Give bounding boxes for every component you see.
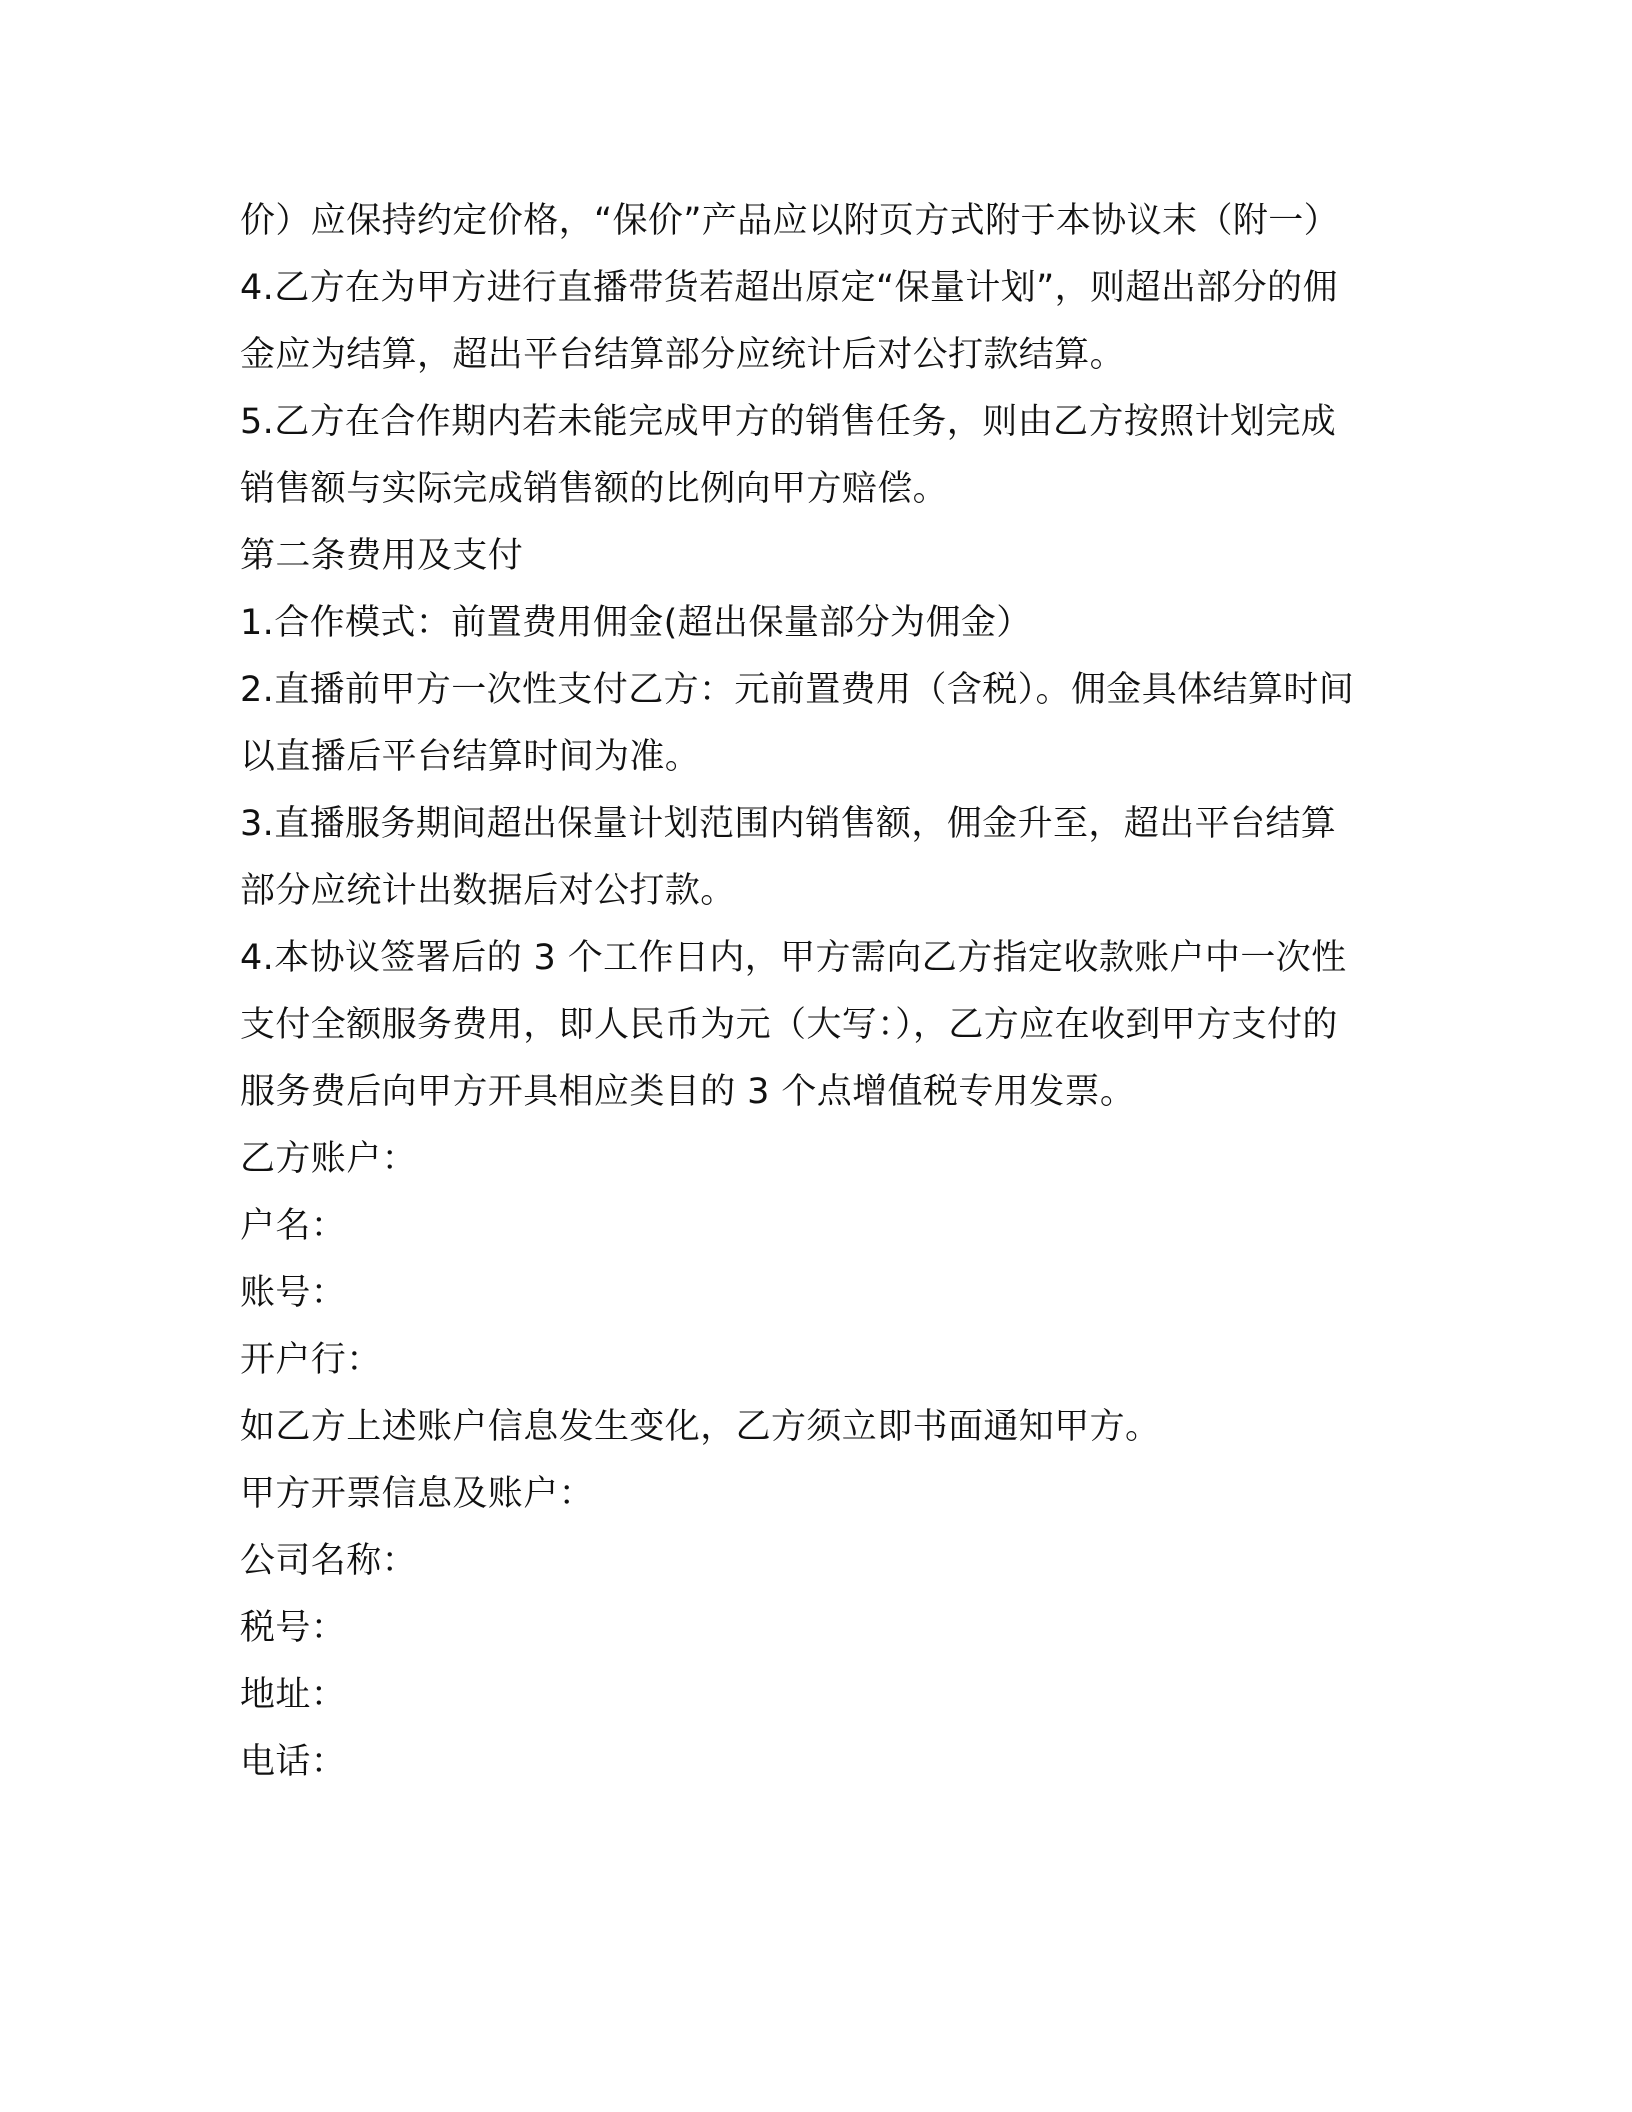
bank-label: 开户行：	[240, 1340, 382, 1380]
phone-label: 电话：	[240, 1742, 347, 1782]
paragraph-fee-4: 4.本协议签署后的 3 个工作日内，甲方需向乙方指定收款账户中一次性支付全额服务费用，即人民币为元（大写：），乙方应在收到甲方支付的服务费后向甲方开具相应类目的 3 个点增值税专用发票。	[240, 938, 1347, 1112]
party-b-account-label: 乙方账户：	[240, 1139, 418, 1179]
paragraph-fee-3: 3.直播服务期间超出保量计划范围内销售额，佣金升至，超出平台结算部分应统计出数据后对公打款。	[240, 804, 1337, 911]
account-name-label: 户名：	[240, 1206, 347, 1246]
account-number-label: 账号：	[240, 1273, 347, 1313]
paragraph-fee-1: 1.合作模式：前置费用佣金(超出保量部分为佣金）	[240, 603, 1032, 643]
address-label: 地址：	[240, 1675, 347, 1715]
paragraph-clause-4: 4.乙方在为甲方进行直播带货若超出原定“保量计划”，则超出部分的佣金应为结算，超出平台结算部分应统计后对公打款结算。	[240, 268, 1338, 375]
paragraph-fee-2: 2.直播前甲方一次性支付乙方：元前置费用（含税）。佣金具体结算时间以直播后平台结算时间为准。	[240, 670, 1355, 777]
paragraph-account-change: 如乙方上述账户信息发生变化，乙方须立即书面通知甲方。	[240, 1407, 1161, 1447]
paragraph-clause-5: 5.乙方在合作期内若未能完成甲方的销售任务，则由乙方按照计划完成销售额与实际完成销售额的比例向甲方赔偿。	[240, 402, 1337, 509]
party-a-invoice-label: 甲方开票信息及账户：	[240, 1474, 595, 1514]
tax-id-label: 税号：	[240, 1608, 347, 1648]
document-body	[240, 188, 1360, 1796]
section-heading-fees: 第二条费用及支付	[240, 536, 524, 576]
company-name-label: 公司名称：	[240, 1541, 418, 1581]
paragraph-price-guarantee: 价）应保持约定价格，“保价”产品应以附页方式附于本协议末（附一）	[240, 201, 1340, 241]
